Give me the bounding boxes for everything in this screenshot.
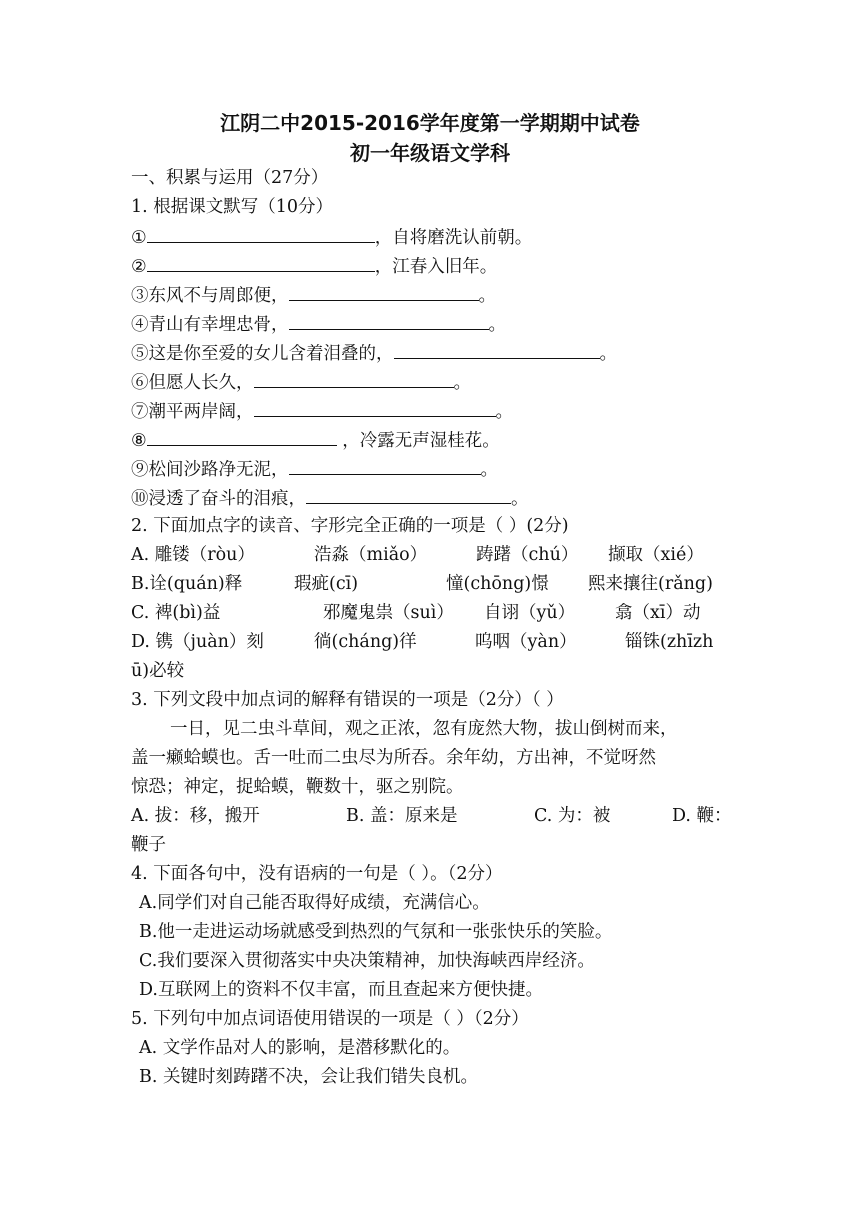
q2-option-b-2: 瑕疵(cī) [294, 574, 359, 594]
question-3-stem: 3. 下列文段中加点词的解释有错误的一项是（2分）（ ） [131, 690, 564, 710]
q3-passage-line-1: 一日，见二虫斗草间，观之正浓，忽有庞然大物，拔山倒树而来， [170, 719, 678, 739]
dictation-item-6: ⑥但愿人长久， 。 [131, 369, 471, 395]
q3-option-d: D. 鞭： [672, 806, 732, 826]
question-4-stem: 4. 下面各句中，没有语病的一句是（ ）。（2分） [131, 864, 503, 884]
question-1-stem: 1. 根据课文默写（10分） [131, 197, 334, 217]
dictation-item-3: ③东风不与周郎便， 。 [131, 282, 496, 308]
q2-option-a-2: 浩淼（miǎo） [314, 545, 428, 565]
answer-blank[interactable] [289, 282, 479, 301]
dictation-item-10: ⑩浸透了奋斗的泪痕， 。 [131, 485, 529, 511]
dictation-item-9: ⑨松间沙路净无泥， 。 [131, 456, 498, 482]
dictation-item-8: ⑧ ，冷露无声湿桂花。 [131, 427, 500, 453]
q3-option-b: B. 盖：原来是 [346, 806, 458, 826]
q4-option-c: C.我们要深入贯彻落实中央决策精神，加快海峡西岸经济。 [139, 951, 595, 971]
answer-blank[interactable] [254, 369, 454, 388]
q2-option-b-4: 熙来攘往(rǎng) [588, 574, 713, 594]
q5-option-a: A. 文学作品对人的影响，是潜移默化的。 [139, 1038, 461, 1058]
section-heading: 一、积累与运用（27分） [131, 168, 329, 188]
dictation-item-1: ① ，自将磨洗认前朝。 [131, 224, 532, 250]
exam-title: 江阴二中2015-2016学年度第一学期期中试卷 [220, 111, 640, 135]
question-5-stem: 5. 下列句中加点词语使用错误的一项是（ ）（2分） [131, 1009, 529, 1029]
q2-option-a-3: 踌躇（chú） [476, 545, 579, 565]
answer-blank[interactable] [289, 456, 481, 475]
q3-option-a: A. 拔：移，搬开 [131, 806, 260, 826]
q4-option-a: A.同学们对自己能否取得好成绩，充满信心。 [139, 893, 490, 913]
q3-option-d-continued: 鞭子 [131, 835, 166, 855]
answer-blank[interactable] [147, 253, 375, 272]
dictation-item-7: ⑦潮平两岸阔， 。 [131, 398, 513, 424]
q2-option-d-continued: ū)必较 [131, 661, 185, 681]
q2-option-a-4: 撷取（xié） [608, 545, 704, 565]
q2-option-a-1: A. 雕镂（ròu） [131, 545, 255, 565]
dictation-item-5: ⑤这是你至爱的女儿含着泪叠的， 。 [131, 340, 617, 366]
q4-option-b: B.他一走进运动场就感受到热烈的气氛和一张张快乐的笑脸。 [139, 922, 613, 942]
q3-option-c: C. 为：被 [534, 806, 611, 826]
q2-option-d-2: 徜(cháng)徉 [314, 632, 417, 652]
q3-passage-line-2: 盖一癞蛤蟆也。舌一吐而二虫尽为所吞。余年幼，方出神，不觉呀然 [131, 748, 656, 768]
dictation-item-4: ④青山有幸埋忠骨， 。 [131, 311, 506, 337]
answer-blank[interactable] [254, 398, 496, 417]
answer-blank[interactable] [147, 427, 337, 446]
question-2-stem: 2. 下面加点字的读音、字形完全正确的一项是（ ）(2分) [131, 516, 569, 536]
exam-subtitle: 初一年级语文学科 [350, 141, 510, 165]
q2-option-b-1: B.诠(quán)释 [131, 574, 243, 594]
q2-option-b-3: 憧(chōng)憬 [446, 574, 549, 594]
q4-option-d: D.互联网上的资料不仅丰富，而且查起来方便快捷。 [139, 980, 543, 1000]
q5-option-b: B. 关键时刻踌躇不决，会让我们错失良机。 [139, 1067, 478, 1087]
q2-option-c-3: 自诩（yǔ） [484, 603, 576, 623]
q2-option-c-1: C. 裨(bì)益 [131, 603, 221, 623]
q2-option-c-4: 翕（xī）动 [615, 603, 701, 623]
answer-blank[interactable] [394, 340, 600, 359]
dictation-item-2: ② ，江春入旧年。 [131, 253, 497, 279]
q2-option-d-1: D. 镌（juàn）刻 [131, 632, 264, 652]
answer-blank[interactable] [289, 311, 489, 330]
q3-passage-line-3: 惊恐；神定，捉蛤蟆，鞭数十，驱之别院。 [131, 777, 464, 797]
q2-option-d-3: 呜咽（yàn） [475, 632, 577, 652]
answer-blank[interactable] [306, 485, 511, 504]
q2-option-c-2: 邪魔鬼祟（suì） [323, 603, 454, 623]
q2-option-d-4: 锱铢(zhīzh [625, 632, 714, 652]
answer-blank[interactable] [147, 224, 375, 243]
